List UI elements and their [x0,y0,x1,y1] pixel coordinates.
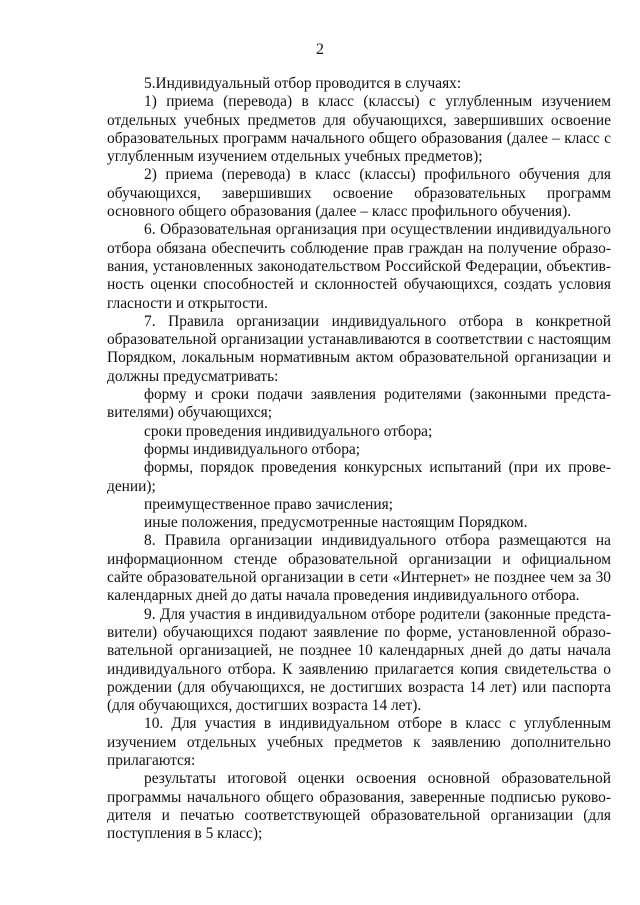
paragraph-8: 8. Правила организации индивидуального отбора размещаются на информационном стенде образовательной организации и официальном сайте образовательной организации в сети «Интернет» не позднее чем за 30 календарных дней до даты начала проведения индивидуального отбора. [107,532,611,605]
paragraph-7-item-other: иные положения, предусмотренные настоящим Порядком. [144,514,528,532]
paragraph-7: 7. Правила организации индивидуального отбора в конкретной образовательной организации устанавливаются в соответствии с настоящим Порядком, локальным нормативным актом образовательной организации и должны предусматривать: [107,312,611,385]
page-number: 2 [316,41,324,58]
paragraph-7-item-contests: формы, порядок проведения конкурсных испытаний (при их проведении); [107,459,611,495]
document-body [107,75,611,843]
paragraph-5-item-1: 1) приема (перевода) в класс (классы) с углубленным изучением отдельных учебных предметов для обучающихся, завершивших освоение образовательных программ начального общего образования (далее – класс с углубленным изучением отдельных учебных предметов); [107,93,611,166]
paragraph-10: 10. Для участия в индивидуальном отборе в класс с углубленным изучением отдельных учебных предметов к заявлению дополнительно прилагаются: [107,715,611,769]
paragraph-7-item-forms: формы индивидуального отбора; [144,440,361,458]
paragraph-5-item-2: 2) приема (перевода) в класс (классы) профильного обучения для обучающихся, завершивших освоение образовательных программ основного общего образования (далее – класс профильного обучения). [107,166,611,221]
paragraph-5-intro: 5.Индивидуальный отбор проводится в случаях: [144,75,462,92]
paragraph-7-item-application: форму и сроки подачи заявления родителями (законными представителями) обучающихся; [107,386,611,422]
paragraph-6: 6. Образовательная организация при осуществлении индивидуального отбора обязана обеспечить соблюдение прав граждан на получение образования, установленных законодательством Российской Федерации, объективность оценки способностей и склонностей обучающихся, создать условия гласности и открытости. [107,221,611,312]
paragraph-10-item-results: результаты итоговой оценки освоения основной образовательной программы начального общего образования, заверенные подписью руководителя и печатью соответствующей образовательной организации (для поступления в 5 класс); [107,770,611,843]
paragraph-7-item-dates: сроки проведения индивидуального отбора; [144,422,433,440]
paragraph-7-item-priority: преимущественное право зачисления; [144,495,394,513]
paragraph-9: 9. Для участия в индивидуальном отборе родители (законные представители) обучающихся подают заявление по форме, установленной образовательной организацией, не позднее 10 календарных дней до даты начала индивидуального отбора. К заявлению прилагается копия свидетельства о рождении (для обучающихся, не достигших возраста 14 лет) или паспорта (для обучающихся, достигших возраста 14 лет). [107,605,611,715]
